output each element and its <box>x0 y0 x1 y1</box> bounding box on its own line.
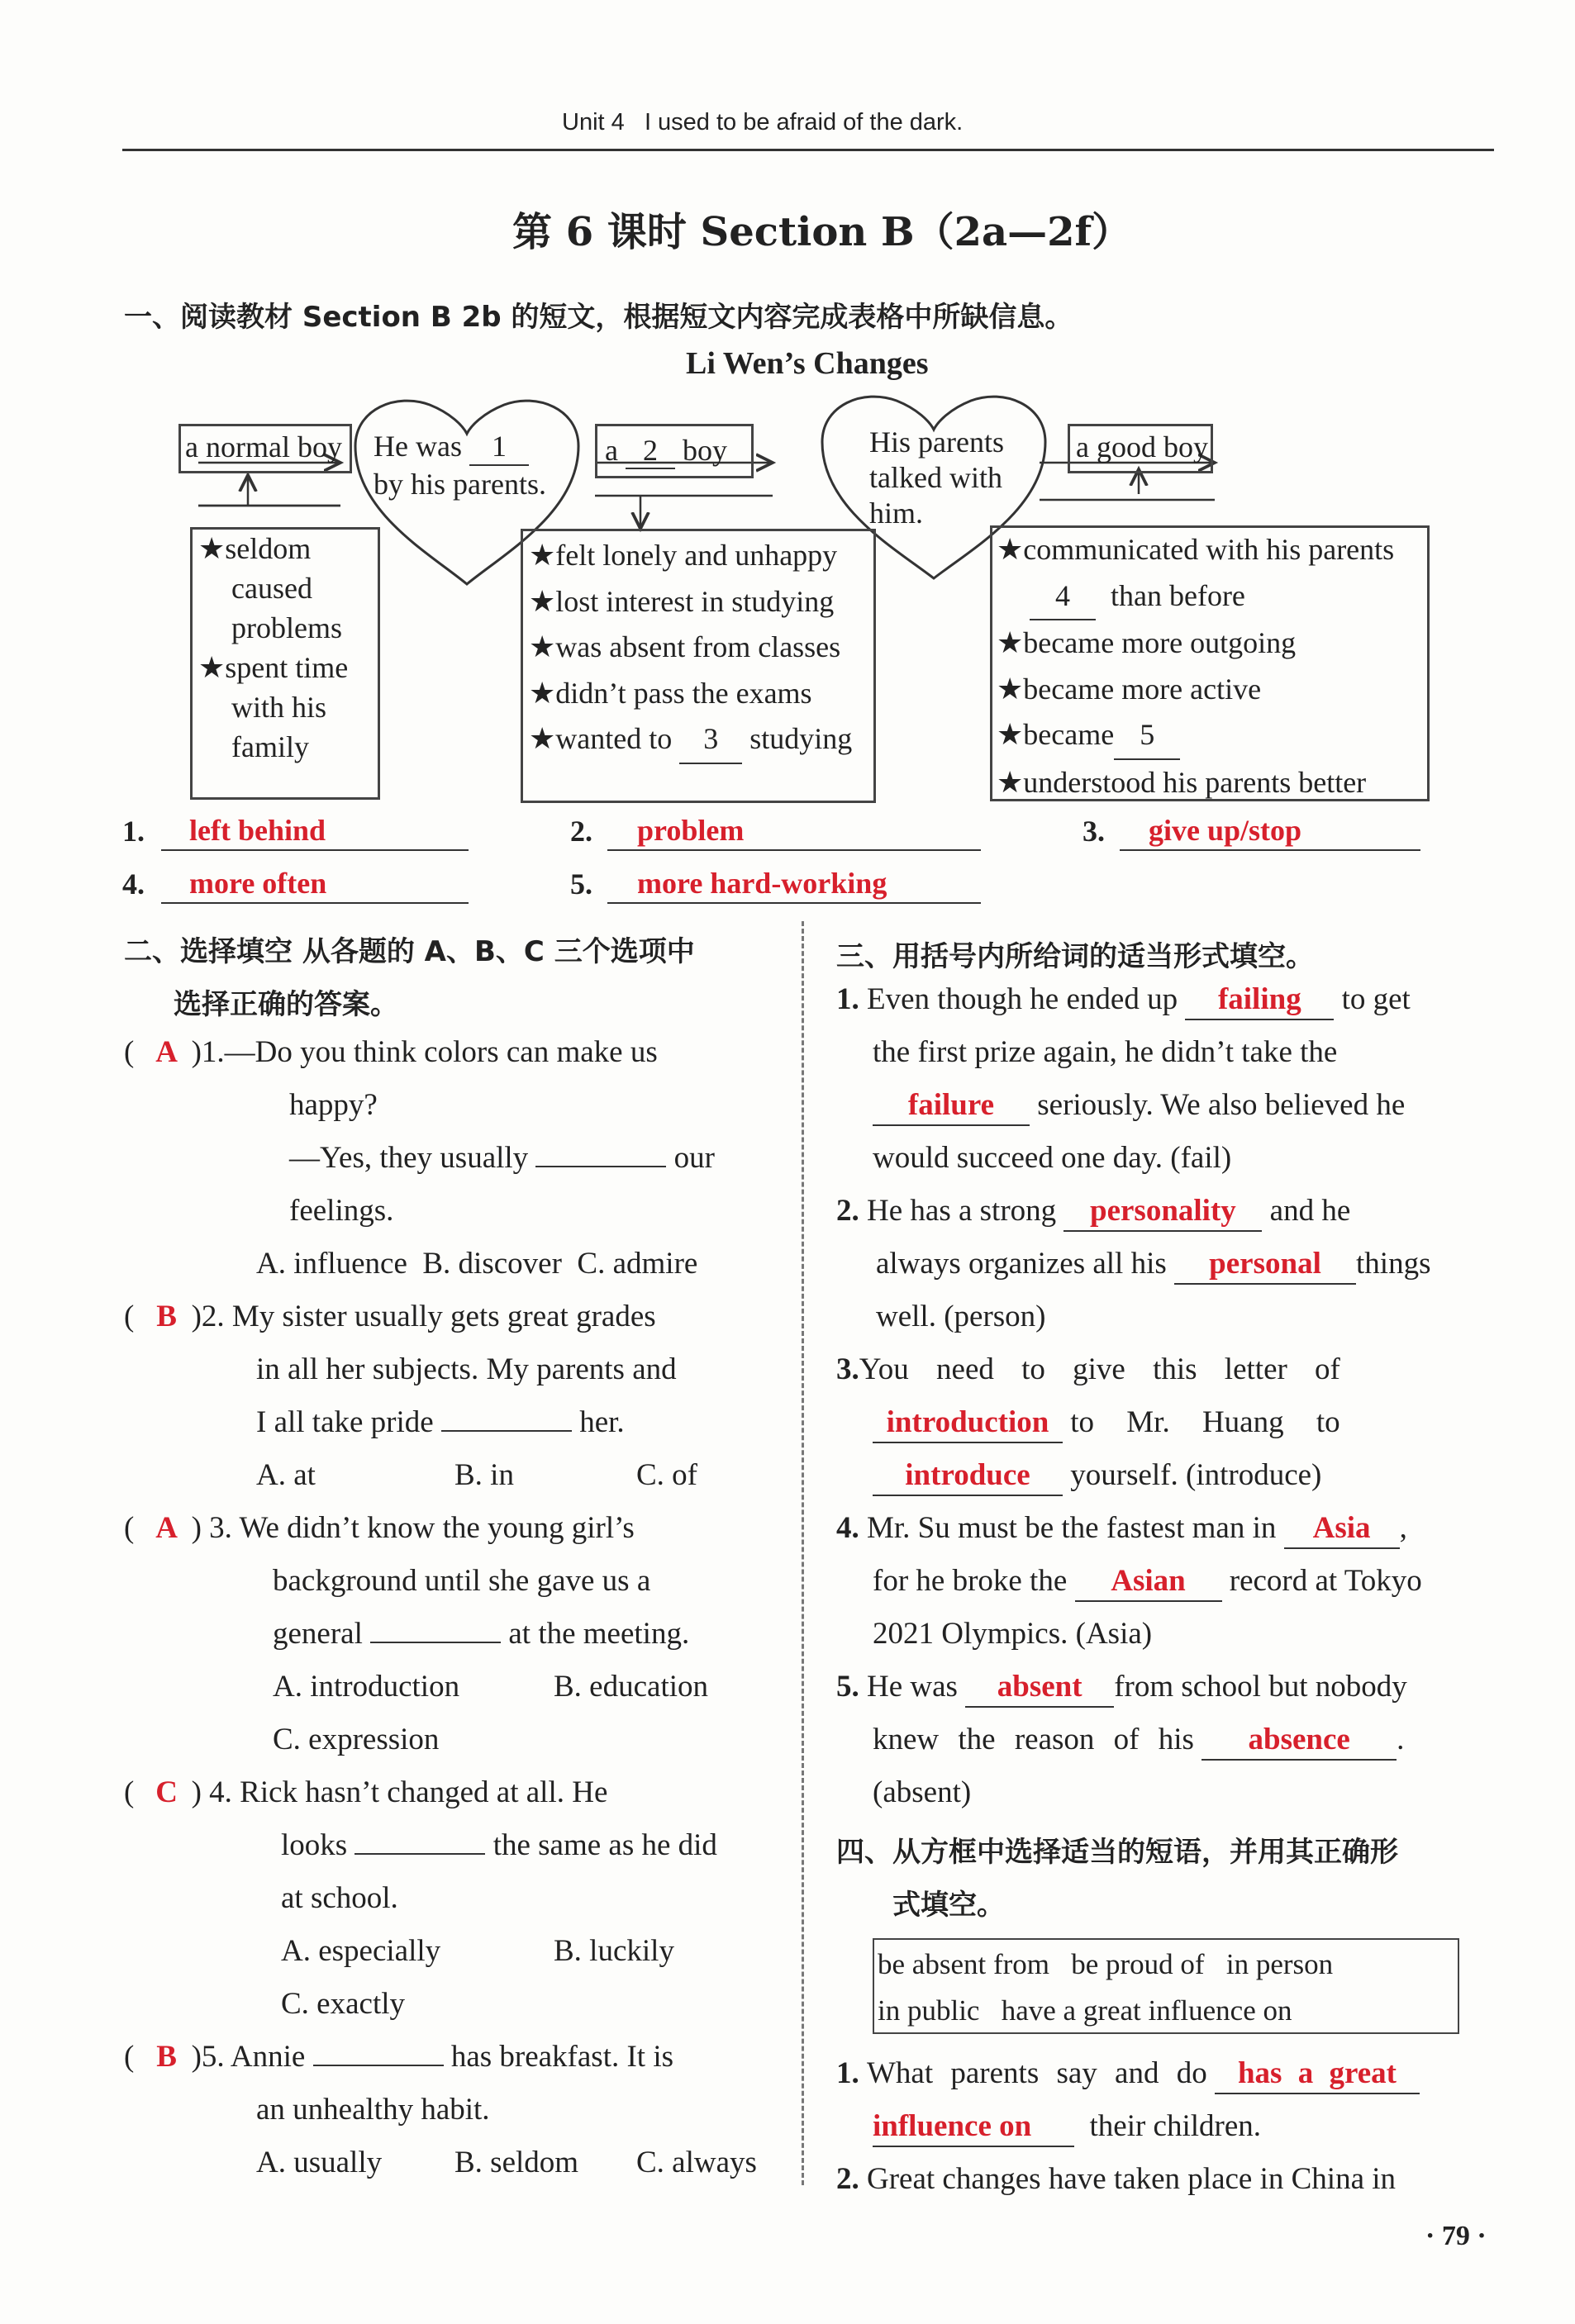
unit-label: Unit 4 <box>562 109 625 135</box>
answer-num-5: 5. <box>570 867 592 901</box>
q-text: Even though he ended up <box>867 982 1178 1016</box>
q-text: at the meeting. <box>508 1617 690 1651</box>
heart1-line1: He was <box>374 430 462 463</box>
stage3-item: ★understood his parents better <box>997 765 1367 799</box>
stage1-item: with his <box>231 691 327 724</box>
blank-line <box>370 1617 501 1643</box>
blank-line <box>313 2040 444 2066</box>
stage2-item-wanted <box>529 716 852 764</box>
part4-heading-line1: 四、从方框中选择适当的短语，并用其正确形 <box>836 1836 1398 1869</box>
stage2-prefix: a <box>605 434 618 467</box>
answer-num: 1. <box>122 815 145 848</box>
fill-answer: personal <box>1174 1245 1356 1285</box>
q-text: seriously. We also believed he <box>1037 1088 1406 1122</box>
option: C. expression <box>273 1723 440 1756</box>
stage3-item-became <box>997 712 1394 760</box>
heart1-line2: by his parents. <box>374 468 546 501</box>
wanted-suffix: studying <box>749 722 853 755</box>
fill-answer: Asia <box>1284 1509 1400 1549</box>
option: A. at <box>256 1458 316 1492</box>
option: A. introduction <box>273 1670 460 1704</box>
q-text: knew the reason of his <box>873 1723 1194 1756</box>
fill-answer: failure <box>873 1086 1030 1126</box>
blank-line <box>441 1405 572 1432</box>
answer-num-2: 2. <box>570 815 592 848</box>
heart2-line: His parents <box>869 425 1004 459</box>
stage1-item: ★spent time <box>198 651 349 684</box>
q-text: from school but nobody <box>1114 1670 1407 1704</box>
q-text: yourself. (introduce) <box>1070 1458 1322 1492</box>
q-text: I all take pride <box>256 1405 434 1439</box>
part2-heading-line1: 二、选择填空 从各题的 A、B、C 三个选项中 <box>124 935 695 968</box>
heart2-text <box>869 425 1004 531</box>
blank-line <box>354 1828 485 1855</box>
became-prefix: ★became <box>997 718 1115 751</box>
stage2-item: ★didn’t pass the exams <box>529 676 812 710</box>
q-text: You need to give this letter of <box>859 1352 1340 1386</box>
question-3-3 <box>836 1343 1497 1502</box>
fill-answer: introduction <box>873 1404 1063 1443</box>
answer-row-1 <box>122 814 145 848</box>
q-text: for he broke the <box>873 1564 1068 1598</box>
question-3-5 <box>836 1661 1497 1819</box>
option: B. luckily <box>554 1934 674 1968</box>
q-text: Great changes have taken place in China in <box>867 2162 1397 2196</box>
choice-answer-5: B <box>156 2040 177 2074</box>
q-text: the same as he did <box>492 1828 717 1862</box>
stage1-item: problems <box>231 611 342 644</box>
q-num: ) 3. <box>191 1511 232 1545</box>
part3-heading: 三、用括号内所给词的适当形式填空。 <box>836 940 1314 973</box>
stage1-label: a normal boy <box>185 430 342 463</box>
option: A. influence <box>256 1247 407 1281</box>
question-2-2: ( B )2. My sister usually gets great grades in all her subjects. My parents and I all take pride her. A. at B. in C. of <box>124 1290 777 1502</box>
q-num: 1. <box>836 2056 859 2090</box>
q-text: —Yes, they usually <box>289 1141 529 1175</box>
question-2-4: ( C ) 4. Rick hasn’t changed at all. He looks the same as he did at school. A. especially B. luckily C. exactly <box>124 1766 777 2031</box>
blank-5: 5 <box>1114 712 1180 760</box>
q-text: record at Tokyo <box>1229 1564 1422 1598</box>
q-text: general <box>273 1617 363 1651</box>
question-3-2 <box>836 1185 1497 1343</box>
stage2-suffix: boy <box>682 434 727 467</box>
q-num: )2. <box>191 1300 225 1333</box>
q-text: in all her subjects. My parents and <box>256 1352 677 1386</box>
stage1-item: ★seldom <box>198 532 312 565</box>
stage2-label <box>605 433 727 469</box>
part1-heading: 一、阅读教材 Section B 2b 的短文，根据短文内容完成表格中所缺信息。 <box>124 301 1073 334</box>
option: C. exactly <box>281 1987 406 2021</box>
q-text: her. <box>579 1405 625 1439</box>
stage3-item: ★became more outgoing <box>997 626 1297 659</box>
option: C. always <box>636 2146 757 2179</box>
stage1-items <box>198 529 348 767</box>
column-divider <box>802 921 804 2185</box>
q-num: 2. <box>836 2162 859 2196</box>
question-2-5: ( B )5. Annie has breakfast. It is an unhealthy habit. A. usually B. seldom C. always <box>124 2031 777 2189</box>
q-text: would succeed one day. (fail) <box>873 1141 1232 1175</box>
fill-answer: absent <box>965 1668 1114 1708</box>
q-num: 4. <box>836 1511 859 1545</box>
phrase-box-text <box>878 1941 1333 2034</box>
q-text: We didn’t know the young girl’s <box>239 1511 635 1545</box>
question-3-4 <box>836 1502 1497 1661</box>
q-num: 2. <box>836 1194 859 1228</box>
choice-answer-1: A <box>155 1035 178 1069</box>
chart-title: Li Wen’s Changes <box>686 346 929 381</box>
item1-suffix: than before <box>1111 578 1245 612</box>
q-num: 5. <box>836 1670 859 1704</box>
q-text: background until she gave us a <box>273 1564 651 1598</box>
question-2-3: ( A ) 3. We didn’t know the young girl’s background until she gave us a general at the meeting. A. introduction B. education C. expression <box>124 1502 777 1766</box>
option: B. in <box>454 1458 514 1492</box>
fill-answer: personality <box>1063 1192 1262 1232</box>
q-text: the first prize again, he didn’t take the <box>873 1035 1338 1069</box>
page-number-value: 79 <box>1441 2221 1470 2251</box>
q-text: things <box>1356 1247 1431 1281</box>
q-text: 2021 Olympics. (Asia) <box>873 1617 1153 1651</box>
q-text: their children. <box>1089 2109 1262 2143</box>
fill-answer: failing <box>1185 981 1334 1020</box>
q-text: My sister usually gets great grades <box>231 1300 656 1333</box>
q-text: to get <box>1341 982 1411 1016</box>
q-text: What parents say and do <box>867 2056 1207 2090</box>
fill-answer: introduce <box>873 1457 1063 1496</box>
blank-2: 2 <box>626 433 675 469</box>
q-num: ) 4. <box>191 1775 232 1809</box>
part4-heading-line2: 式填空。 <box>892 1889 1005 1922</box>
part2-heading <box>124 925 695 1031</box>
blank-3: 3 <box>679 716 742 764</box>
fill-answer: absence <box>1201 1721 1397 1761</box>
q-text: Annie <box>230 2040 306 2074</box>
choice-answer-2: B <box>156 1300 177 1333</box>
q-text: always organizes all his <box>876 1247 1167 1281</box>
stage2-items <box>529 533 852 764</box>
answer-4: more often <box>161 864 469 904</box>
q-num: 1. <box>836 982 859 1016</box>
stage3-label: a good boy <box>1076 430 1208 463</box>
stage2-item: ★felt lonely and unhappy <box>529 539 838 572</box>
q-text: Mr. Su must be the fastest man in <box>867 1511 1277 1545</box>
q-num: )5. <box>191 2040 225 2074</box>
page-number: · 79 · <box>1425 2221 1487 2251</box>
heart1-text <box>374 428 546 502</box>
answer-3: give up/stop <box>1120 811 1420 851</box>
answer-5: more hard-working <box>607 864 981 904</box>
blank-1: 1 <box>469 428 529 466</box>
question-3-1 <box>836 973 1497 1185</box>
blank-4: 4 <box>1030 573 1096 621</box>
q-text: —Do you think colors can make us <box>224 1035 658 1069</box>
phrase: be proud of <box>1071 1948 1205 1980</box>
fill-answer: Asian <box>1075 1562 1222 1602</box>
stage1-item: family <box>231 730 309 763</box>
question-4-1 <box>836 2047 1497 2206</box>
stage3-item-blank4 <box>997 573 1394 621</box>
heart2-line: him. <box>869 497 924 530</box>
option: A. especially <box>281 1934 441 1968</box>
answer-num-3: 3. <box>1083 815 1105 848</box>
answer-1: left behind <box>161 811 469 851</box>
q-text: looks <box>281 1828 348 1862</box>
stage1-item: caused <box>231 572 312 605</box>
q-text: Rick hasn’t changed at all. He <box>240 1775 608 1809</box>
phrase: have a great influence on <box>1001 1994 1292 2027</box>
q-text: at school. <box>281 1881 398 1915</box>
q-text: , <box>1399 1511 1407 1545</box>
part4-heading <box>836 1826 1398 1932</box>
option: C. admire <box>577 1247 698 1281</box>
stage3-items <box>997 527 1394 806</box>
q-text: our <box>673 1141 715 1175</box>
q-text: well. (person) <box>876 1300 1046 1333</box>
q-num: 3. <box>836 1352 859 1386</box>
answer-2: problem <box>607 811 981 851</box>
blank-line <box>535 1141 666 1167</box>
answer-num-4: 4. <box>122 867 145 901</box>
phrase: in person <box>1225 1948 1334 1980</box>
unit-title: I used to be afraid of the dark. <box>644 109 964 135</box>
q-text: feelings. <box>289 1194 394 1228</box>
q-text: has breakfast. It is <box>450 2040 674 2074</box>
q-text: an unhealthy habit. <box>256 2093 490 2127</box>
stage2-item: ★lost interest in studying <box>529 584 835 618</box>
phrase: be absent from <box>878 1948 1049 1980</box>
question-2-1: ( A )1.—Do you think colors can make us happy? —Yes, they usually our feelings. A. influence B. discover C. admire <box>124 1026 777 1290</box>
choice-answer-3: A <box>155 1511 178 1545</box>
option: B. education <box>554 1670 709 1704</box>
fill-answer: has a great <box>1215 2055 1420 2094</box>
fill-answer: influence on <box>873 2108 1074 2147</box>
q-text: He has a strong <box>867 1194 1057 1228</box>
q-text: happy? <box>289 1088 378 1122</box>
option: C. of <box>636 1458 697 1492</box>
lesson-title: 第 6 课时 Section B（2a—2f） <box>512 209 1132 255</box>
heart2-line: talked with <box>869 461 1002 494</box>
choice-answer-4: C <box>155 1775 178 1809</box>
q-text: (absent) <box>873 1775 972 1809</box>
wanted-prefix: ★wanted to <box>529 722 673 755</box>
q-text: . <box>1397 1723 1405 1756</box>
q-text: and he <box>1269 1194 1351 1228</box>
stage2-item: ★was absent from classes <box>529 630 841 663</box>
stage3-item: ★communicated with his parents <box>997 533 1395 566</box>
part2-heading-line2: 选择正确的答案。 <box>174 988 398 1021</box>
phrase: in public <box>878 1994 980 2027</box>
q-text: He was <box>867 1670 958 1704</box>
q-num: )1. <box>191 1035 225 1069</box>
option: A. usually <box>256 2146 383 2179</box>
q-text: to Mr. Huang to <box>1070 1405 1340 1439</box>
stage3-item: ★became more active <box>997 672 1262 706</box>
option: B. discover <box>422 1247 562 1281</box>
option: B. seldom <box>454 2146 579 2179</box>
